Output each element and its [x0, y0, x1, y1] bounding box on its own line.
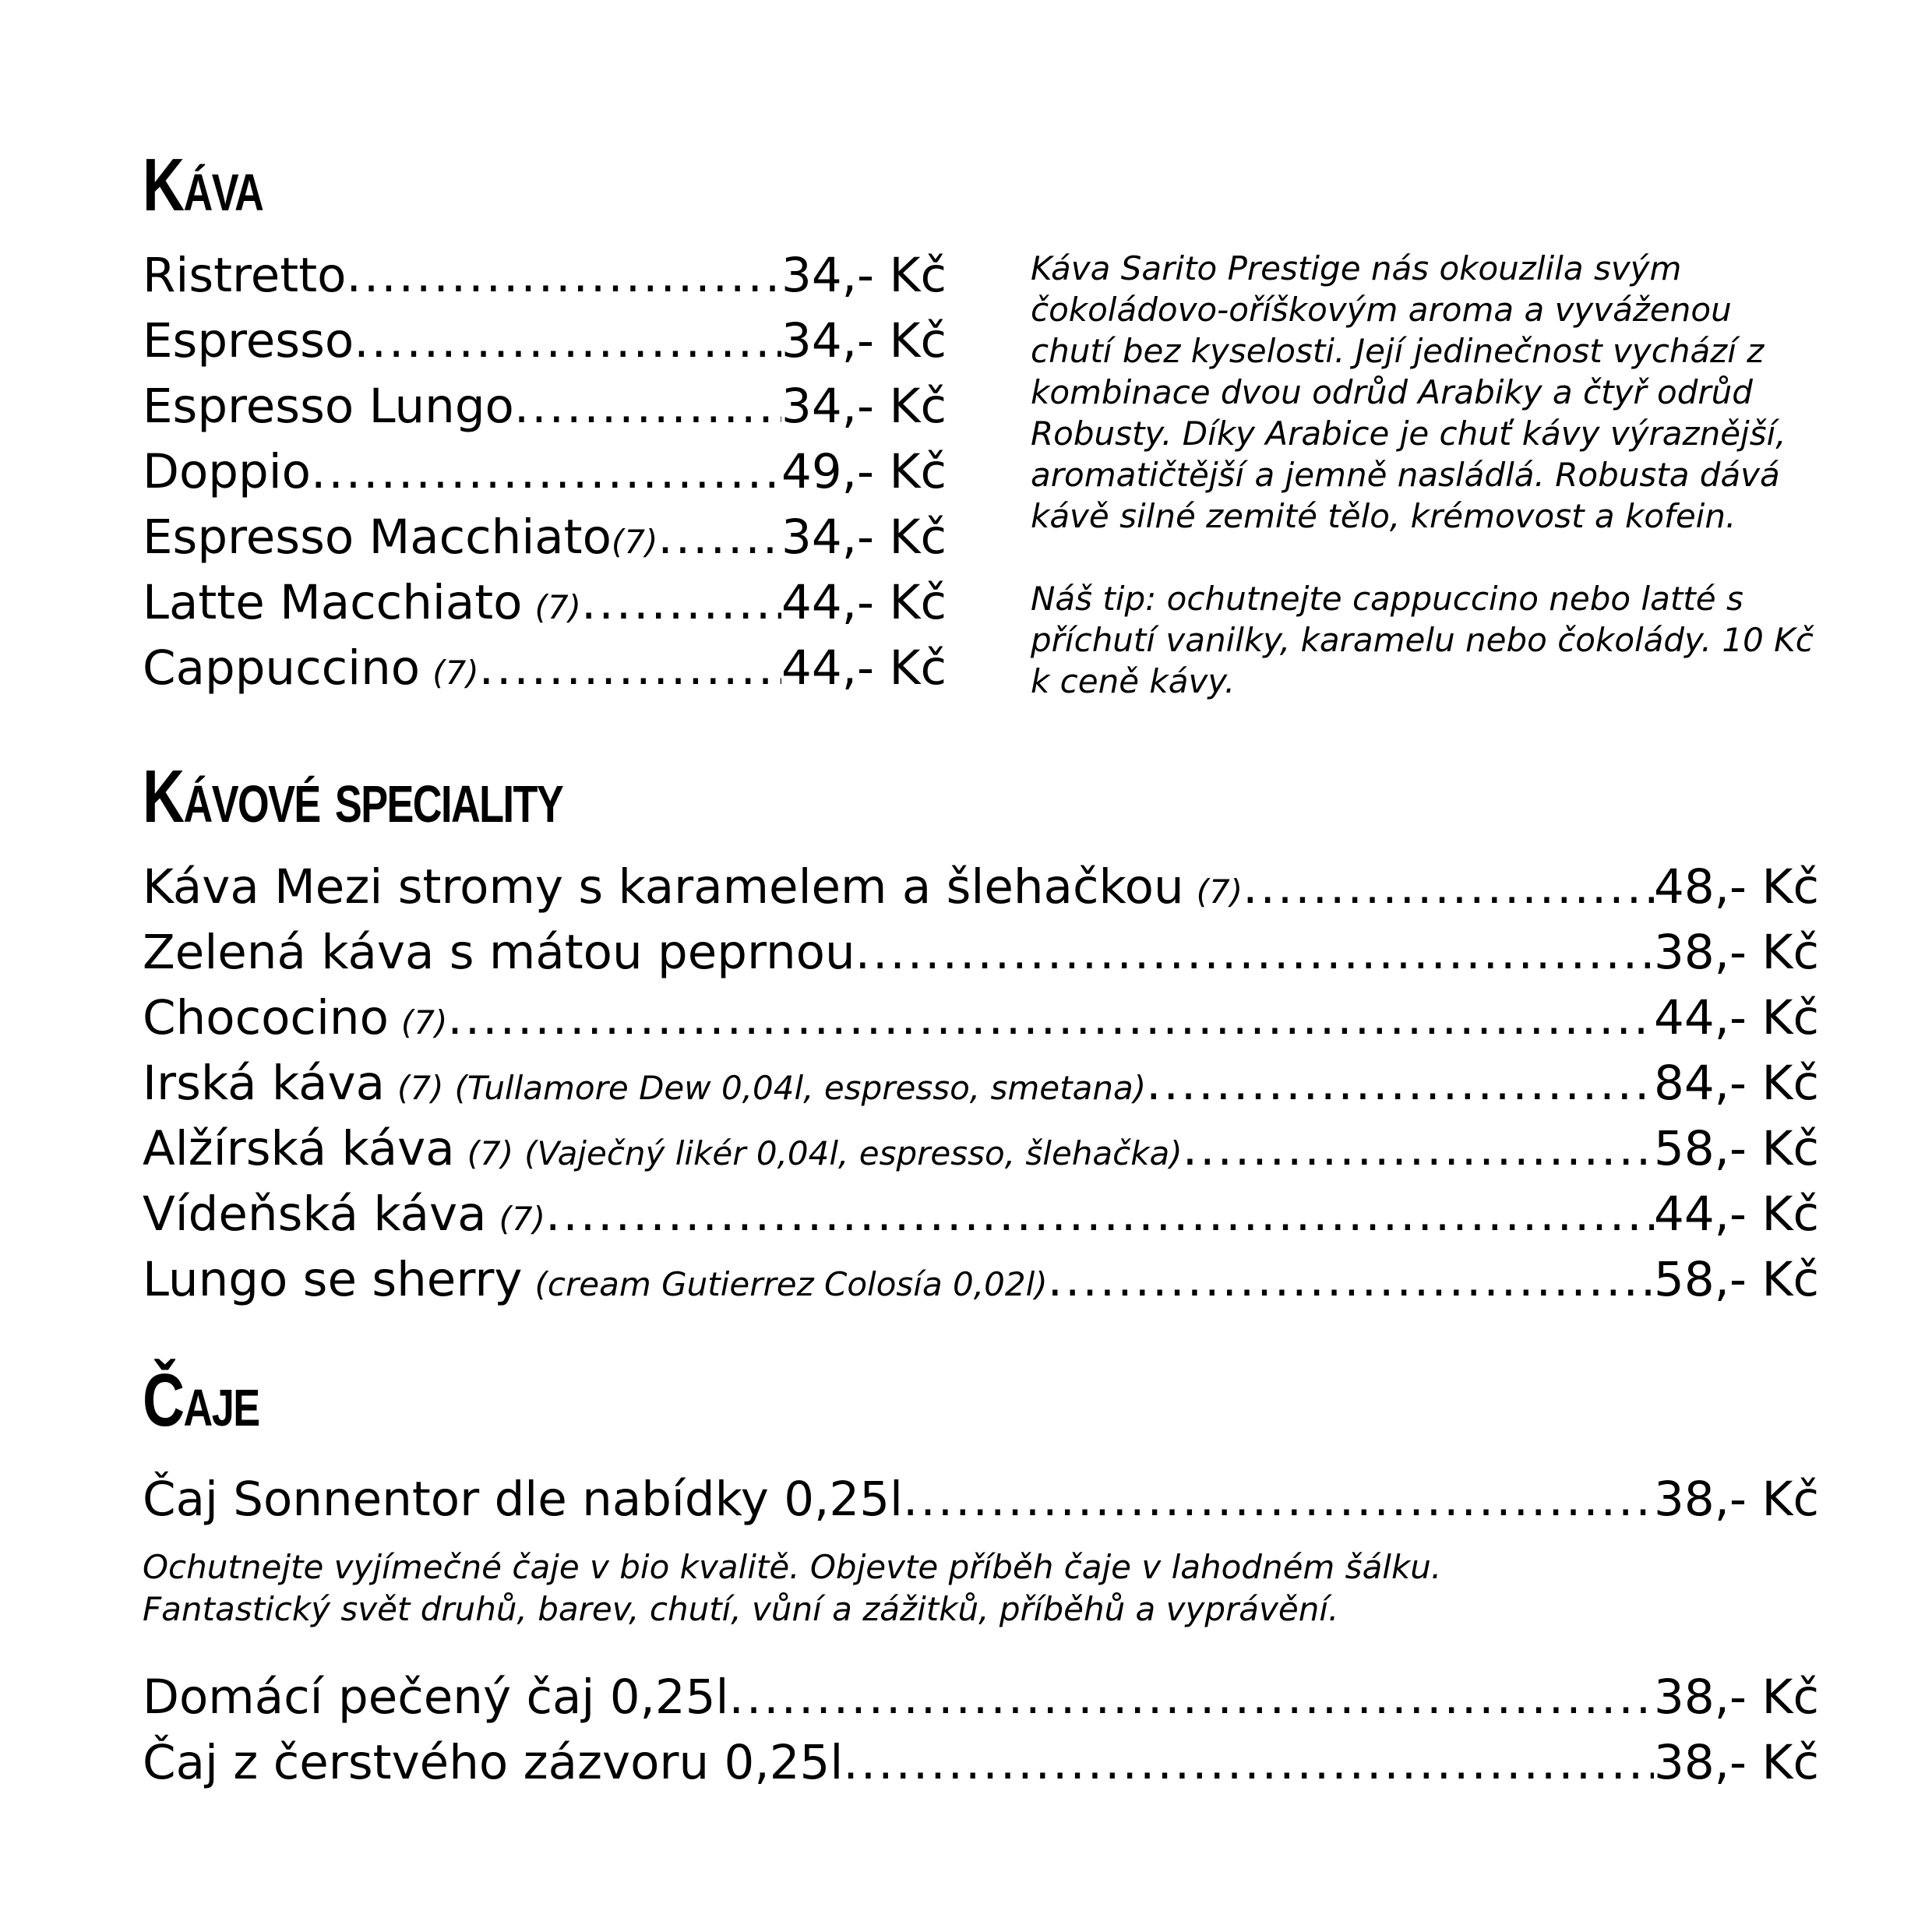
tea-description-line-1: Ochutnejte vyjímečné čaje v bio kvalitě. Objevte příběh čaje v lahodném šálku.: [143, 1548, 1442, 1586]
item-price: 34,- Kč: [781, 313, 947, 368]
dot-leader: [346, 243, 781, 308]
item-name: Doppio: [143, 444, 312, 499]
menu-item-domaci-peceny-caj: [143, 1665, 1819, 1730]
dot-leader: [545, 1182, 1654, 1247]
dot-leader: [581, 570, 781, 636]
dot-leader: [514, 374, 781, 439]
item-name: Káva Mezi stromy s karamelem a šlehačkou: [143, 859, 1184, 915]
item-name: Čaj Sonnentor dle nabídky 0,25l: [143, 1472, 903, 1527]
kava-description: [1031, 248, 1817, 702]
dot-leader: [479, 636, 781, 701]
section-title-kava: Káva: [143, 143, 263, 227]
dot-leader: [1048, 1247, 1654, 1313]
item-name: Domácí pečený čaj 0,25l: [143, 1669, 729, 1725]
menu-item-espresso-macchiato: [143, 505, 947, 570]
menu-item-ristretto: [143, 243, 947, 308]
dot-leader: [658, 505, 781, 570]
section-title-caje: Čaje: [143, 1359, 259, 1442]
menu-item-cappuccino: [143, 636, 947, 701]
allergen-note: (7): [467, 1134, 514, 1172]
dot-leader: [1146, 1051, 1654, 1116]
menu-item-caj-sonnentor: [143, 1467, 1819, 1532]
caje-menu-list-bottom: [143, 1665, 1819, 1796]
item-price: 38,- Kč: [1654, 1669, 1819, 1725]
item-name: Espresso: [143, 313, 354, 368]
item-price: 84,- Kč: [1654, 1056, 1819, 1111]
item-name: Cappuccino: [143, 640, 421, 696]
tea-description: [143, 1546, 1817, 1631]
menu-item-kava-mezi-stromy: [143, 855, 1819, 920]
item-price: 49,- Kč: [781, 444, 947, 499]
specialty-menu-list: [143, 855, 1819, 1313]
item-price: 44,- Kč: [781, 640, 947, 696]
allergen-note: (7): [499, 1200, 546, 1238]
menu-item-doppio: [143, 439, 947, 505]
item-name: Čaj z čerstvého zázvoru 0,25l: [143, 1735, 844, 1790]
coffee-tip-text: Náš tip: ochutnejte cappuccino nebo latté s příchutí vanilky, karamelu nebo čokolády. 10 Kč k ceně kávy.: [1031, 580, 1814, 700]
dot-leader: [903, 1467, 1654, 1532]
ingredient-note: (cream Gutierrez Colosía 0,02l): [534, 1265, 1048, 1303]
ingredient-note: (Vaječný likér 0,04l, espresso, šlehačka): [524, 1134, 1183, 1172]
menu-item-videnska-kava: [143, 1182, 1819, 1247]
item-price: 44,- Kč: [1654, 1186, 1819, 1242]
menu-item-zelena-kava: [143, 920, 1819, 985]
menu-item-latte-macchiato: [143, 570, 947, 636]
item-name: Lungo se sherry: [143, 1252, 523, 1307]
ingredient-note: (Tullamore Dew 0,04l, espresso, smetana): [454, 1069, 1147, 1107]
item-price: 34,- Kč: [781, 248, 947, 303]
item-name: Espresso Lungo: [143, 379, 514, 434]
dot-leader: [354, 308, 781, 374]
menu-item-caj-zazvor: [143, 1730, 1819, 1796]
allergen-note: (7): [611, 523, 658, 561]
item-price: 48,- Kč: [1654, 859, 1819, 915]
allergen-note: (7): [400, 1003, 448, 1042]
tea-description-line-2: Fantastický svět druhů, barev, chutí, vůní a zážitků, příběhů a vyprávění.: [143, 1590, 1339, 1628]
item-name: Vídeňská káva: [143, 1186, 487, 1242]
dot-leader: [728, 1665, 1654, 1730]
item-name: Chococino: [143, 990, 389, 1045]
item-price: 58,- Kč: [1654, 1121, 1819, 1176]
item-price: 38,- Kč: [1654, 1472, 1819, 1527]
dot-leader: [311, 439, 781, 505]
menu-item-espresso: [143, 308, 947, 374]
item-name: Zelená káva s mátou peprnou: [143, 925, 855, 980]
allergen-note: (7): [397, 1069, 444, 1107]
dot-leader: [1183, 1116, 1654, 1182]
dot-leader: [1243, 855, 1654, 920]
section-title-specialty: Kávové speciality: [143, 755, 563, 838]
item-price: 34,- Kč: [781, 379, 947, 434]
item-name: Alžírská káva: [143, 1121, 455, 1176]
menu-item-lungo-se-sherry: [143, 1247, 1819, 1313]
allergen-note: (7): [1196, 873, 1243, 911]
menu-item-alzirska-kava: [143, 1116, 1819, 1182]
menu-item-espresso-lungo: [143, 374, 947, 439]
dot-leader: [447, 985, 1654, 1051]
item-price: 38,- Kč: [1654, 1735, 1819, 1790]
menu-item-chococino: [143, 985, 1819, 1051]
item-name: Espresso Macchiato: [143, 509, 612, 565]
kava-menu-list: [143, 243, 947, 701]
coffee-description-text: Káva Sarito Prestige nás okouzlila svým čokoládovo-oříškovým aroma a vyváženou chutí bez kyselosti. Její jedinečnost vychází z kombinace dvou odrůd Arabiky a čtyř odrůd Robusty. Díky Arabice je chuť kávy výraznější, aromatičtější a jemně nasládlá. Robusta dává kávě silné zemité tělo, krémovost a kofein.: [1031, 249, 1786, 535]
item-name: Irská káva: [143, 1056, 385, 1111]
dot-leader: [855, 920, 1654, 985]
caje-menu-list-top: [143, 1467, 1819, 1532]
item-price: 58,- Kč: [1654, 1252, 1819, 1307]
allergen-note: (7): [432, 654, 479, 692]
allergen-note: (7): [534, 588, 581, 626]
dot-leader: [843, 1730, 1654, 1796]
item-name: Latte Macchiato: [143, 575, 523, 630]
item-price: 34,- Kč: [781, 509, 947, 565]
item-price: 44,- Kč: [1654, 990, 1819, 1045]
item-price: 44,- Kč: [781, 575, 947, 630]
menu-item-irska-kava: [143, 1051, 1819, 1116]
item-price: 38,- Kč: [1654, 925, 1819, 980]
item-name: Ristretto: [143, 248, 347, 303]
